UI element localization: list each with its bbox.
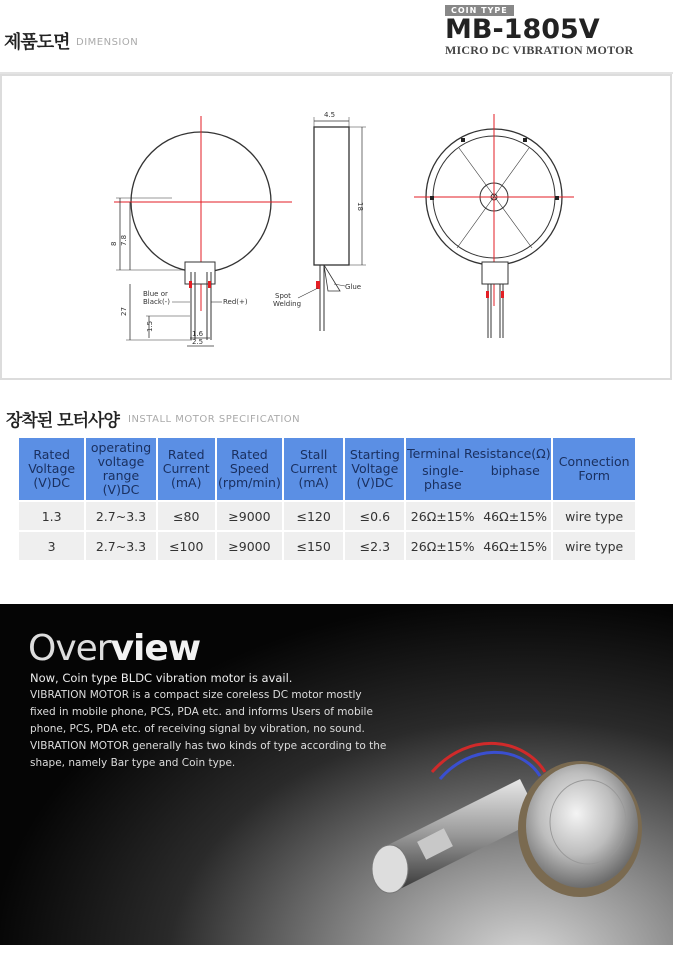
header-biphase: biphase — [490, 462, 540, 478]
header-stall-current: Stall Current (mA) — [284, 438, 343, 500]
header-operating-voltage: operating voltage range (V)DC — [86, 438, 155, 500]
spec-table — [17, 438, 637, 560]
cell-connection: wire type — [553, 530, 635, 560]
side-view-body — [314, 127, 349, 265]
install-title-en: INSTALL MOTOR SPECIFICATION — [128, 414, 301, 425]
blue-wire — [440, 752, 540, 779]
page-header — [0, 0, 673, 66]
section-title-en: DIMENSION — [76, 37, 139, 48]
model-number: MB-1805V — [445, 14, 600, 45]
coin-type-badge: COIN TYPE — [445, 5, 514, 16]
install-title-kr: 장착된 모터사양 — [6, 411, 119, 431]
overview-body: VIBRATION MOTOR is a compact size coreless DC motor mostly fixed in mobile phone, PCS, PDA etc. and informs Users of mobile phone, PCS, PDA etc. of receiving signal by vibration, no sound. VIBRATION MOTOR generally has two kinds of type according to the shape, namely Bar type and Coin type. — [30, 689, 387, 769]
cell-current: ≤80 — [158, 500, 215, 530]
cell-starting: ≤2.3 — [345, 530, 404, 560]
label-black: Black(-) — [143, 298, 170, 306]
header-terminal-resistance — [406, 438, 551, 500]
cell-starting: ≤0.6 — [345, 500, 404, 530]
dim-7-8: 7.8 — [120, 234, 128, 246]
bar-motor — [372, 779, 540, 893]
header-rated-voltage: Rated Voltage (V)DC — [19, 438, 84, 500]
overview-banner — [0, 604, 673, 945]
section-title-kr: 제품도면 — [4, 32, 70, 53]
drawing-svg — [2, 76, 670, 378]
overview-line1: Now, Coin type BLDC vibration motor is avail. — [30, 671, 293, 685]
dimension-drawing — [0, 74, 672, 380]
coin-motor — [518, 761, 642, 897]
dim-4-5: 4.5 — [324, 111, 336, 119]
overview-title-bold: view — [110, 628, 201, 669]
label-blue: Blue or — [143, 290, 168, 298]
cell-single: 26Ω±15% — [410, 508, 475, 524]
cell-operating: 2.7~3.3 — [86, 530, 155, 560]
cell-single: 26Ω±15% — [410, 538, 475, 554]
dim-18: 18 — [356, 202, 364, 211]
spec-header-row — [19, 438, 635, 500]
cell-stall: ≤120 — [284, 500, 343, 530]
cell-terminal — [406, 500, 551, 530]
cell-speed: ≥9000 — [217, 500, 282, 530]
cell-biphase: 46Ω±15% — [483, 538, 547, 554]
dim-27: 27 — [120, 307, 128, 316]
cell-operating: 2.7~3.3 — [86, 500, 155, 530]
dim-8: 8 — [110, 241, 118, 246]
cell-terminal — [406, 530, 551, 560]
dim-1-6: 1.6 — [192, 330, 204, 338]
red-wire — [432, 743, 545, 772]
table-row — [19, 500, 635, 530]
header-single-phase: single-phase — [422, 462, 464, 492]
product-subtitle: MICRO DC VIBRATION MOTOR — [445, 43, 634, 57]
cell-stall: ≤150 — [284, 530, 343, 560]
header-starting-voltage: Starting Voltage (V)DC — [345, 438, 404, 500]
cell-current: ≤100 — [158, 530, 215, 560]
dim-1-5: 1.5 — [146, 320, 154, 332]
label-spot: Spot — [275, 292, 291, 300]
label-welding: Welding — [273, 300, 302, 308]
label-red: Red(+) — [223, 298, 248, 306]
header-connection-form: Connection Form — [553, 438, 635, 500]
dim-2-5: 2.5 — [192, 338, 204, 346]
label-glue: Glue — [345, 283, 362, 291]
cell-biphase: 46Ω±15% — [483, 508, 547, 524]
overview-title-light: Over — [28, 628, 111, 669]
cell-rated-voltage: 1.3 — [19, 500, 84, 530]
cell-connection: wire type — [553, 500, 635, 530]
terminal-subheaders — [406, 464, 551, 492]
cell-speed: ≥9000 — [217, 530, 282, 560]
table-row — [19, 530, 635, 560]
terminal-label: Terminal Resistance(Ω) — [407, 445, 551, 461]
overview-title — [28, 628, 200, 669]
cell-rated-voltage: 3 — [19, 530, 84, 560]
header-rated-speed: Rated Speed (rpm/min) — [217, 438, 282, 500]
header-rated-current: Rated Current (mA) — [158, 438, 215, 500]
